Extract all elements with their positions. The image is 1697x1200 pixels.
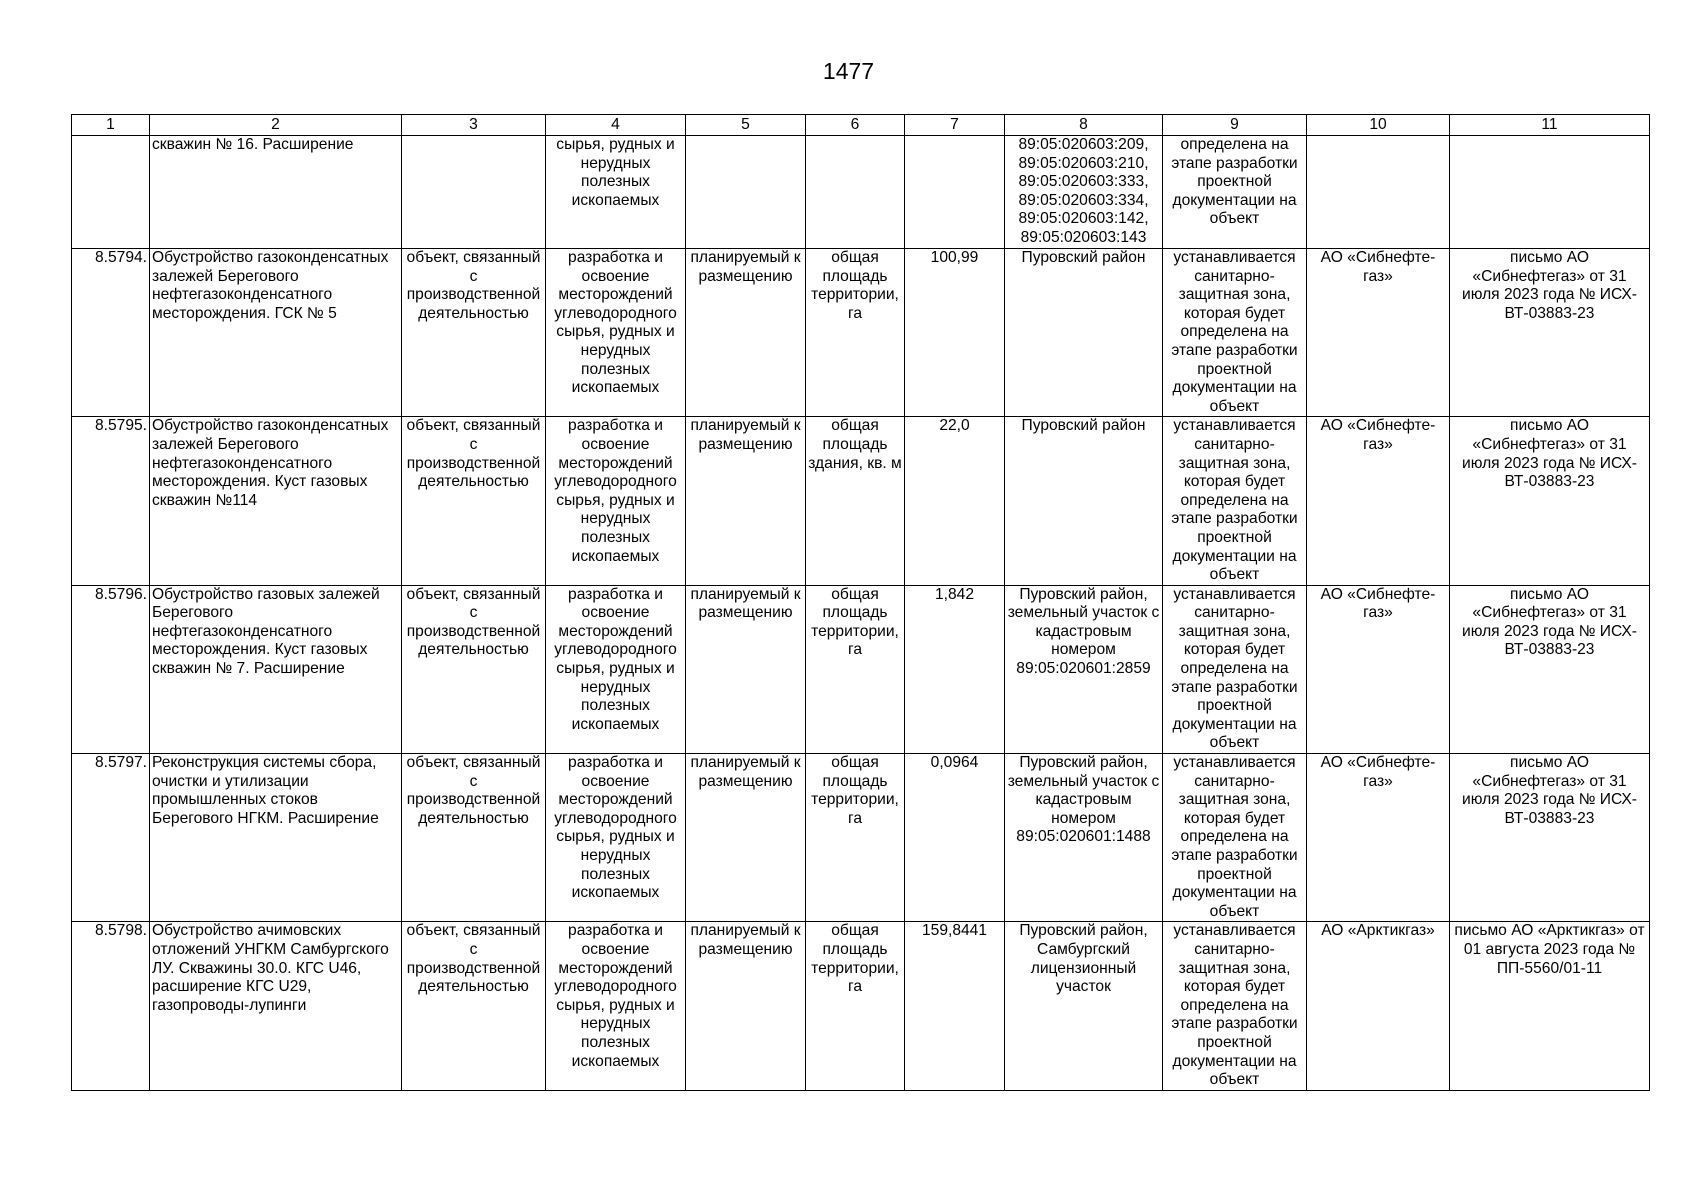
cell-num (72, 136, 150, 249)
cell-type: объект, связанный с производственной деятельностью (402, 585, 546, 753)
cell-value: 22,0 (905, 417, 1005, 585)
column-header: 4 (546, 115, 686, 136)
cell-value: 159,8441 (905, 922, 1005, 1090)
table-row (72, 249, 1650, 417)
cell-purpose: разработка и освоение месторождений углеводородного сырья, рудных и нерудных полезных ископаемых (546, 249, 686, 417)
cell-location: Пуровский район (1005, 417, 1163, 585)
cell-basis: письмо АО «Сибнефтегаз» от 31 июля 2023 года № ИСХ-ВТ-03883-23 (1450, 754, 1650, 922)
cell-status: планируемый к размещению (686, 249, 806, 417)
column-header: 6 (806, 115, 905, 136)
table-row (72, 754, 1650, 922)
cell-type: объект, связанный с производственной деятельностью (402, 754, 546, 922)
cell-status: планируемый к размещению (686, 585, 806, 753)
cell-name: Обустройство газовых залежей Берегового нефтегазоконденсатного месторождения. Куст газовых скважин № 7. Расширение (150, 585, 402, 753)
cell-num: 8.5794. (72, 249, 150, 417)
column-header: 7 (905, 115, 1005, 136)
cell-type (402, 136, 546, 249)
cell-location: Пуровский район (1005, 249, 1163, 417)
cell-name: Обустройство газоконденсатных залежей Берегового нефтегазоконденсатного месторождения. ГСК № 5 (150, 249, 402, 417)
cell-num: 8.5795. (72, 417, 150, 585)
column-header: 1 (72, 115, 150, 136)
column-header: 2 (150, 115, 402, 136)
column-header: 3 (402, 115, 546, 136)
cell-param: общая площадь территории, га (806, 922, 905, 1090)
cell-zone: устанавливается санитарно-защитная зона, которая будет определена на этапе разработки проектной документации на объект (1163, 249, 1307, 417)
cell-name: Обустройство ачимовских отложений УНГКМ Самбургского ЛУ. Скважины 30.0. КГС U46, расширение КГС U29, газопроводы-лупинги (150, 922, 402, 1090)
cell-param: общая площадь территории, га (806, 249, 905, 417)
cell-zone: определена на этапе разработки проектной документации на объект (1163, 136, 1307, 249)
table-row (72, 922, 1650, 1090)
objects-table (71, 114, 1650, 1091)
cell-purpose: разработка и освоение месторождений углеводородного сырья, рудных и нерудных полезных ископаемых (546, 922, 686, 1090)
cell-type: объект, связанный с производственной деятельностью (402, 249, 546, 417)
cell-purpose: сырья, рудных и нерудных полезных ископаемых (546, 136, 686, 249)
cell-purpose: разработка и освоение месторождений углеводородного сырья, рудных и нерудных полезных ископаемых (546, 754, 686, 922)
table-row-continued (72, 136, 1650, 249)
cell-location: Пуровский район, земельный участок с кадастровым номером 89:05:020601:1488 (1005, 754, 1163, 922)
cell-num: 8.5796. (72, 585, 150, 753)
cell-value (905, 136, 1005, 249)
cell-org: АО «Сибнефте-газ» (1307, 754, 1450, 922)
cell-org: АО «Арктикгаз» (1307, 922, 1450, 1090)
cell-name: Реконструкция системы сбора, очистки и утилизации промышленных стоков Берегового НГКМ. Расширение (150, 754, 402, 922)
cell-name: скважин № 16. Расширение (150, 136, 402, 249)
column-header: 8 (1005, 115, 1163, 136)
column-header: 11 (1450, 115, 1650, 136)
cell-status: планируемый к размещению (686, 754, 806, 922)
column-header: 10 (1307, 115, 1450, 136)
cell-zone: устанавливается санитарно-защитная зона, которая будет определена на этапе разработки проектной документации на объект (1163, 922, 1307, 1090)
cell-param: общая площадь территории, га (806, 585, 905, 753)
cell-location: Пуровский район, земельный участок с кадастровым номером 89:05:020601:2859 (1005, 585, 1163, 753)
column-header: 5 (686, 115, 806, 136)
table-row (72, 585, 1650, 753)
cell-basis: письмо АО «Сибнефтегаз» от 31 июля 2023 года № ИСХ-ВТ-03883-23 (1450, 417, 1650, 585)
cell-type: объект, связанный с производственной деятельностью (402, 922, 546, 1090)
column-number-header (72, 115, 1650, 136)
cell-org: АО «Сибнефте-газ» (1307, 417, 1450, 585)
page-number: 1477 (822, 58, 875, 84)
cell-basis: письмо АО «Сибнефтегаз» от 31 июля 2023 года № ИСХ-ВТ-03883-23 (1450, 585, 1650, 753)
cell-location: Пуровский район, Самбургский лицензионный участок (1005, 922, 1163, 1090)
cell-basis (1450, 136, 1650, 249)
cell-basis: письмо АО «Арктикгаз» от 01 августа 2023 года № ПП-5560/01-11 (1450, 922, 1650, 1090)
cell-value: 100,99 (905, 249, 1005, 417)
cell-value: 0,0964 (905, 754, 1005, 922)
cell-location: 89:05:020603:209, 89:05:020603:210, 89:05:020603:333, 89:05:020603:334, 89:05:020603:142, 89:05:020603:143 (1005, 136, 1163, 249)
table-row (72, 417, 1650, 585)
cell-name: Обустройство газоконденсатных залежей Берегового нефтегазоконденсатного месторождения. Куст газовых скважин №114 (150, 417, 402, 585)
cell-value: 1,842 (905, 585, 1005, 753)
cell-zone: устанавливается санитарно-защитная зона, которая будет определена на этапе разработки проектной документации на объект (1163, 754, 1307, 922)
cell-status: планируемый к размещению (686, 922, 806, 1090)
cell-type: объект, связанный с производственной деятельностью (402, 417, 546, 585)
cell-status (686, 136, 806, 249)
cell-status: планируемый к размещению (686, 417, 806, 585)
cell-zone: устанавливается санитарно-защитная зона, которая будет определена на этапе разработки проектной документации на объект (1163, 585, 1307, 753)
column-header: 9 (1163, 115, 1307, 136)
cell-org (1307, 136, 1450, 249)
cell-org: АО «Сибнефте-газ» (1307, 585, 1450, 753)
cell-num: 8.5798. (72, 922, 150, 1090)
cell-param: общая площадь здания, кв. м (806, 417, 905, 585)
cell-param (806, 136, 905, 249)
cell-purpose: разработка и освоение месторождений углеводородного сырья, рудных и нерудных полезных ископаемых (546, 585, 686, 753)
cell-param: общая площадь территории, га (806, 754, 905, 922)
cell-zone: устанавливается санитарно-защитная зона, которая будет определена на этапе разработки проектной документации на объект (1163, 417, 1307, 585)
cell-purpose: разработка и освоение месторождений углеводородного сырья, рудных и нерудных полезных ископаемых (546, 417, 686, 585)
cell-org: АО «Сибнефте-газ» (1307, 249, 1450, 417)
cell-num: 8.5797. (72, 754, 150, 922)
cell-basis: письмо АО «Сибнефтегаз» от 31 июля 2023 года № ИСХ-ВТ-03883-23 (1450, 249, 1650, 417)
